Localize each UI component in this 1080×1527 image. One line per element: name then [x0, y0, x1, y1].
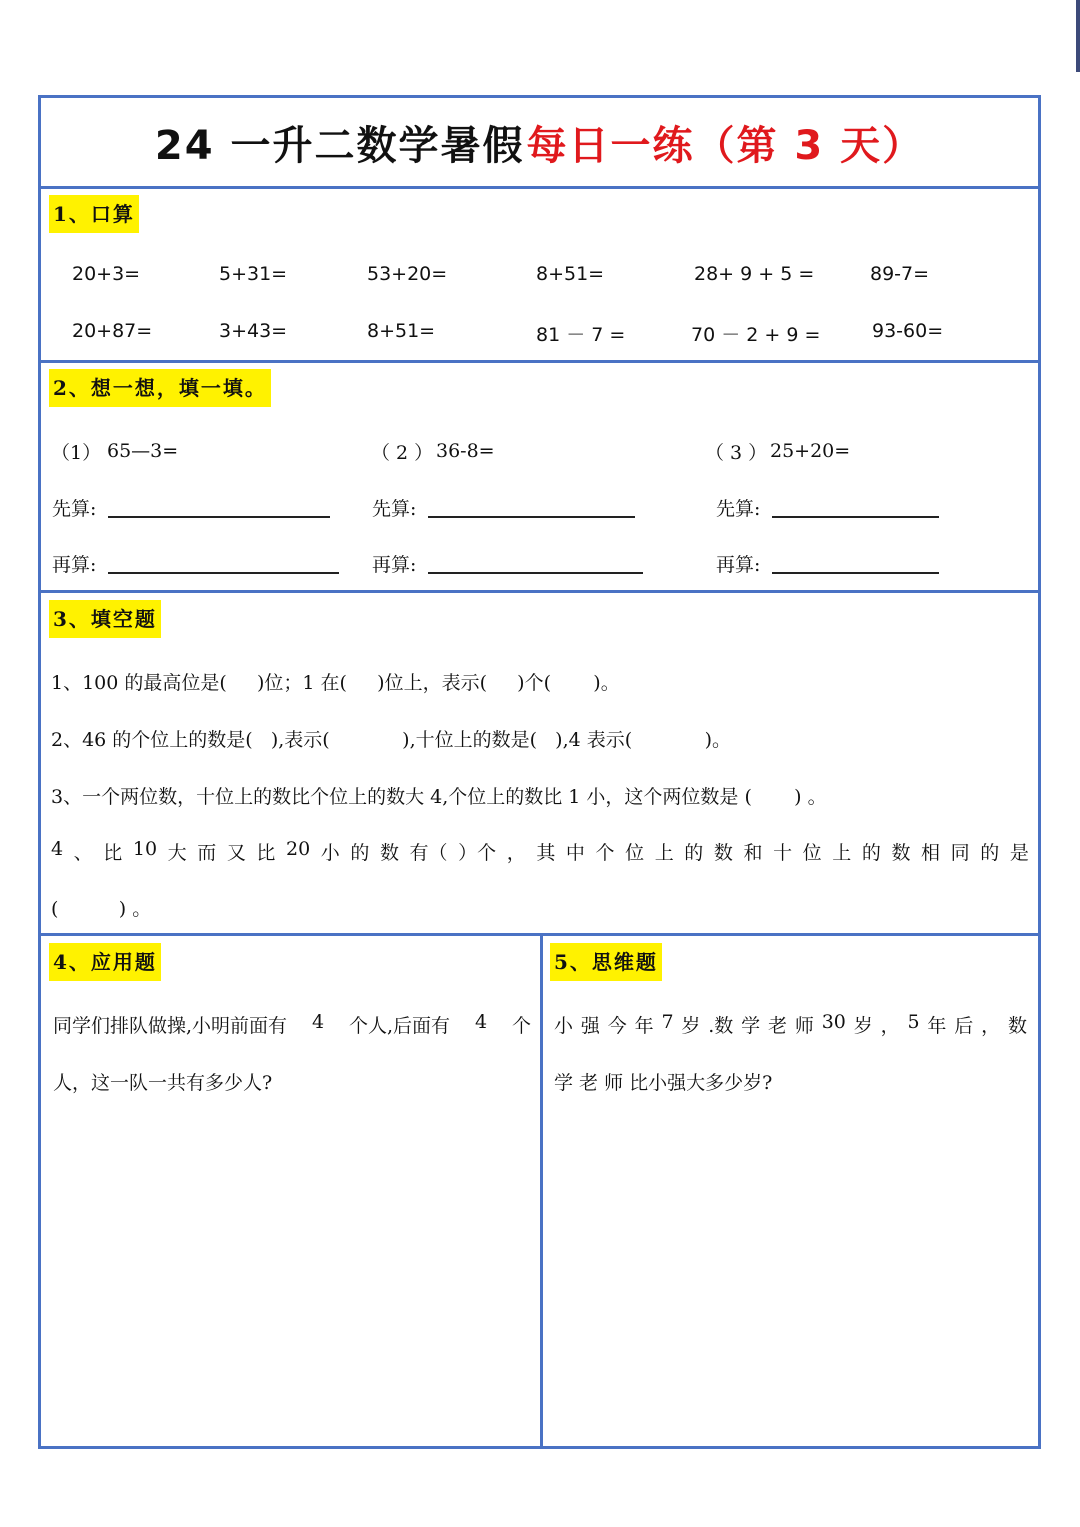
problem-word: ，: [880, 1015, 900, 1037]
question-word: 同: [950, 842, 970, 864]
problem-word: .数: [708, 1015, 734, 1037]
problem-expression: 65—3=: [107, 440, 179, 462]
problem-word: 4: [474, 1011, 488, 1033]
calc-item: 20+3=: [72, 263, 141, 285]
question-word: 位: [802, 842, 822, 864]
question-word: 而: [197, 842, 217, 864]
question-word: 的: [684, 842, 704, 864]
problem-word: 个人,后面有: [348, 1015, 451, 1037]
title-highlight: 每日一练（第 3 天）: [526, 122, 925, 169]
question-word: 十: [773, 842, 793, 864]
calc-item: 3+43=: [219, 320, 288, 342]
question-word: 的: [980, 842, 1000, 864]
thinking-problem-text: [554, 1011, 1027, 1038]
question-word: 有（: [409, 842, 448, 864]
problem-word: 4: [311, 1011, 325, 1033]
question-word: 的: [861, 842, 881, 864]
problem-word: 7: [661, 1011, 674, 1033]
calc-item: 5+31=: [219, 263, 288, 285]
fill-blank-question: 3、一个两位数，十位上的数比个位上的数大 4,个位上的数比 1 小，这个两位数是 ( ) 。: [51, 786, 827, 808]
problem-word: 年: [634, 1015, 654, 1037]
problem-word: 岁: [681, 1015, 701, 1037]
section-3-tag: 3、填空题: [49, 600, 161, 638]
fill-blank-question: 1、100 的最高位是( )位；1 在( )位上，表示( )个( )。: [51, 672, 620, 694]
page-title: [41, 98, 1038, 186]
word-problem-text: 人，这一队一共有多少人?: [53, 1072, 273, 1094]
question-word: 比: [103, 842, 123, 864]
question-word: 相: [921, 842, 941, 864]
section-5-tag: 5、思维题: [550, 943, 662, 981]
problem-word: 师: [794, 1015, 814, 1037]
question-word: 上: [832, 842, 852, 864]
question-word: 大: [167, 842, 187, 864]
first-step-label: 先算:: [52, 498, 97, 520]
problem-word: 强: [580, 1015, 600, 1037]
calc-item: 93-60=: [872, 320, 944, 342]
problem-word: 数: [1007, 1015, 1027, 1037]
problem-number: （1）: [51, 442, 102, 464]
problem-word: 岁: [853, 1015, 873, 1037]
problem-word: 30: [821, 1011, 846, 1033]
calc-item: 28+ 9 + 5 =: [694, 263, 815, 285]
problem-number: （ 2 ）: [371, 442, 434, 464]
fill-blank-question: 2、46 的个位上的数是( ),表示( ),十位上的数是( ),4 表示( )。: [51, 729, 732, 751]
question-word: 小: [320, 842, 340, 864]
question-word: 4: [51, 838, 64, 860]
problem-word: 老: [767, 1015, 787, 1037]
question-word: 数: [891, 842, 911, 864]
first-step-label: 先算:: [716, 498, 761, 520]
section-4-tag: 4、应用题: [49, 943, 161, 981]
answer-line[interactable]: [108, 516, 330, 518]
second-step-label: 再算:: [716, 554, 761, 576]
calc-item: 89-7=: [870, 263, 930, 285]
question-word: ）个: [458, 842, 497, 864]
page-edge-mark: [1076, 0, 1080, 72]
answer-line[interactable]: [772, 516, 939, 518]
column-divider: [540, 936, 543, 1446]
problem-expression: 36-8=: [436, 440, 495, 462]
calc-item: 81 － 7 =: [536, 324, 626, 346]
question-word: 是: [1009, 842, 1029, 864]
calc-item: 20+87=: [72, 320, 153, 342]
question-word: 上: [654, 842, 674, 864]
problem-word: 学: [741, 1015, 761, 1037]
problem-word: 年: [927, 1015, 947, 1037]
answer-line[interactable]: [108, 572, 339, 574]
section-1-tag: 1、口算: [49, 195, 139, 233]
calc-item: 70 － 2 + 9 =: [691, 324, 821, 346]
question-word: 位: [625, 842, 645, 864]
calc-item: 8+51=: [536, 263, 605, 285]
thinking-problem-text: 学 老 师 比小强大多少岁?: [554, 1072, 773, 1094]
first-step-label: 先算:: [372, 498, 417, 520]
problem-word: 小: [554, 1015, 574, 1037]
question-word: 10: [132, 838, 158, 860]
question-word: 数: [713, 842, 733, 864]
question-word: 数: [379, 842, 399, 864]
fill-blank-question: [51, 838, 1029, 865]
calc-item: 8+51=: [367, 320, 436, 342]
calc-item: 53+20=: [367, 263, 448, 285]
problem-word: 同学们排队做操,小明前面有: [53, 1015, 288, 1037]
second-step-label: 再算:: [52, 554, 97, 576]
question-word: 、: [73, 842, 93, 864]
fill-blank-question-continued: ( ) 。: [51, 898, 152, 920]
problem-word: 5: [907, 1011, 920, 1033]
section-2-tag: 2、想一想，填一填。: [49, 369, 271, 407]
question-word: 和: [743, 842, 763, 864]
question-word: 个: [595, 842, 615, 864]
second-step-label: 再算:: [372, 554, 417, 576]
problem-number: （ 3 ）: [705, 442, 768, 464]
problem-word: 后: [954, 1015, 974, 1037]
divider: [41, 360, 1038, 363]
answer-line[interactable]: [428, 572, 643, 574]
question-word: 20: [286, 838, 311, 860]
question-word: ，: [506, 842, 526, 864]
problem-word: ，: [981, 1015, 1001, 1037]
title-main: 24 一升二数学暑假: [154, 122, 525, 169]
problem-word: 今: [607, 1015, 627, 1037]
question-word: 中: [565, 842, 585, 864]
question-word: 其: [536, 842, 556, 864]
question-word: 又: [226, 842, 246, 864]
answer-line[interactable]: [428, 516, 635, 518]
problem-expression: 25+20=: [770, 440, 851, 462]
divider: [41, 186, 1038, 189]
problem-word: 个: [511, 1015, 531, 1037]
answer-line[interactable]: [772, 572, 939, 574]
question-word: 的: [350, 842, 370, 864]
word-problem-text: [53, 1011, 531, 1038]
divider: [41, 590, 1038, 593]
worksheet: [38, 95, 1041, 1449]
question-word: 比: [256, 842, 276, 864]
